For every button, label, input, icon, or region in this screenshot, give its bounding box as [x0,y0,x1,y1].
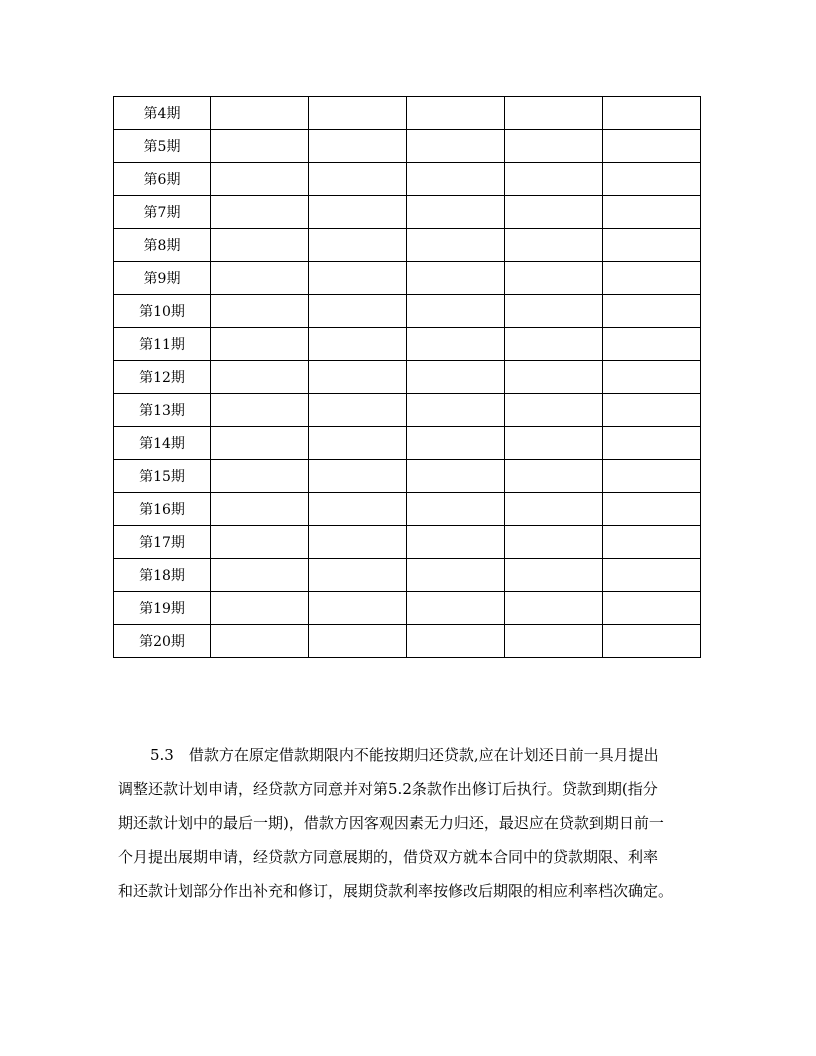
empty-cell [211,295,309,328]
table-row [114,295,701,328]
period-label-cell: 第12期 [114,361,211,394]
empty-cell [211,196,309,229]
empty-cell [309,493,407,526]
empty-cell [211,394,309,427]
empty-cell [309,526,407,559]
table-row [114,130,701,163]
empty-cell [505,130,603,163]
empty-cell [407,97,505,130]
table-row [114,229,701,262]
clause-line: 5.3 借款方在原定借款期限内不能按期归还贷款,应在计划还日前一具月提出 [150,746,659,764]
empty-cell [603,130,701,163]
period-label-cell: 第4期 [114,97,211,130]
table-row [114,493,701,526]
empty-cell [309,361,407,394]
empty-cell [407,493,505,526]
empty-cell [603,295,701,328]
period-label-cell: 第9期 [114,262,211,295]
period-label-cell: 第10期 [114,295,211,328]
empty-cell [309,394,407,427]
empty-cell [211,262,309,295]
empty-cell [603,229,701,262]
empty-cell [211,460,309,493]
empty-cell [407,592,505,625]
empty-cell [505,559,603,592]
clause-line: 和还款计划部分作出补充和修订，展期贷款利率按修改后期限的相应利率档次确定。 [118,882,674,900]
empty-cell [505,592,603,625]
empty-cell [505,196,603,229]
empty-cell [603,427,701,460]
table-row [114,97,701,130]
period-label-cell: 第17期 [114,526,211,559]
clause-5-3-paragraph [118,738,700,908]
empty-cell [211,559,309,592]
empty-cell [603,196,701,229]
empty-cell [603,163,701,196]
table-row [114,328,701,361]
empty-cell [309,295,407,328]
empty-cell [407,526,505,559]
empty-cell [309,625,407,658]
empty-cell [603,262,701,295]
empty-cell [505,361,603,394]
table-row [114,262,701,295]
empty-cell [309,97,407,130]
empty-cell [309,559,407,592]
period-label-cell: 第19期 [114,592,211,625]
empty-cell [603,493,701,526]
empty-cell [603,97,701,130]
empty-cell [211,625,309,658]
empty-cell [603,625,701,658]
empty-cell [603,526,701,559]
empty-cell [603,394,701,427]
empty-cell [603,460,701,493]
period-label-cell: 第7期 [114,196,211,229]
empty-cell [407,361,505,394]
period-label-cell: 第13期 [114,394,211,427]
table-row [114,394,701,427]
empty-cell [309,229,407,262]
empty-cell [505,394,603,427]
empty-cell [505,460,603,493]
empty-cell [407,295,505,328]
empty-cell [505,262,603,295]
clause-line: 期还款计划中的最后一期)，借款方因客观因素无力归还，最迟应在贷款到期日前一 [118,814,664,832]
table-row [114,361,701,394]
empty-cell [211,526,309,559]
empty-cell [407,229,505,262]
empty-cell [309,196,407,229]
empty-cell [211,493,309,526]
empty-cell [211,592,309,625]
empty-cell [309,427,407,460]
empty-cell [309,130,407,163]
empty-cell [505,295,603,328]
clause-line: 调整还款计划申请，经贷款方同意并对第5.2条款作出修订后执行。贷款到期(指分 [118,780,658,798]
empty-cell [603,559,701,592]
empty-cell [505,328,603,361]
empty-cell [211,427,309,460]
empty-cell [603,592,701,625]
empty-cell [211,130,309,163]
empty-cell [603,361,701,394]
empty-cell [309,328,407,361]
empty-cell [309,592,407,625]
empty-cell [505,229,603,262]
table-row [114,196,701,229]
period-label-cell: 第14期 [114,427,211,460]
repayment-schedule-body [114,97,701,658]
empty-cell [407,460,505,493]
empty-cell [407,427,505,460]
empty-cell [505,427,603,460]
clause-line: 个月提出展期申请，经贷款方同意展期的，借贷双方就本合同中的贷款期限、利率 [118,848,659,866]
empty-cell [309,460,407,493]
period-label-cell: 第15期 [114,460,211,493]
empty-cell [309,163,407,196]
period-label-cell: 第20期 [114,625,211,658]
empty-cell [505,526,603,559]
empty-cell [407,262,505,295]
empty-cell [505,625,603,658]
empty-cell [211,328,309,361]
empty-cell [211,97,309,130]
table-row [114,526,701,559]
period-label-cell: 第11期 [114,328,211,361]
empty-cell [505,97,603,130]
table-row [114,163,701,196]
period-label-cell: 第8期 [114,229,211,262]
empty-cell [407,625,505,658]
empty-cell [309,262,407,295]
empty-cell [505,163,603,196]
empty-cell [211,361,309,394]
period-label-cell: 第18期 [114,559,211,592]
empty-cell [407,130,505,163]
table-row [114,625,701,658]
empty-cell [505,493,603,526]
period-label-cell: 第6期 [114,163,211,196]
table-row [114,592,701,625]
table-row [114,427,701,460]
repayment-schedule-table [113,96,701,658]
table-row [114,460,701,493]
empty-cell [211,229,309,262]
empty-cell [407,196,505,229]
empty-cell [407,163,505,196]
period-label-cell: 第5期 [114,130,211,163]
empty-cell [407,394,505,427]
empty-cell [211,163,309,196]
period-label-cell: 第16期 [114,493,211,526]
table-row [114,559,701,592]
empty-cell [407,328,505,361]
empty-cell [603,328,701,361]
empty-cell [407,559,505,592]
